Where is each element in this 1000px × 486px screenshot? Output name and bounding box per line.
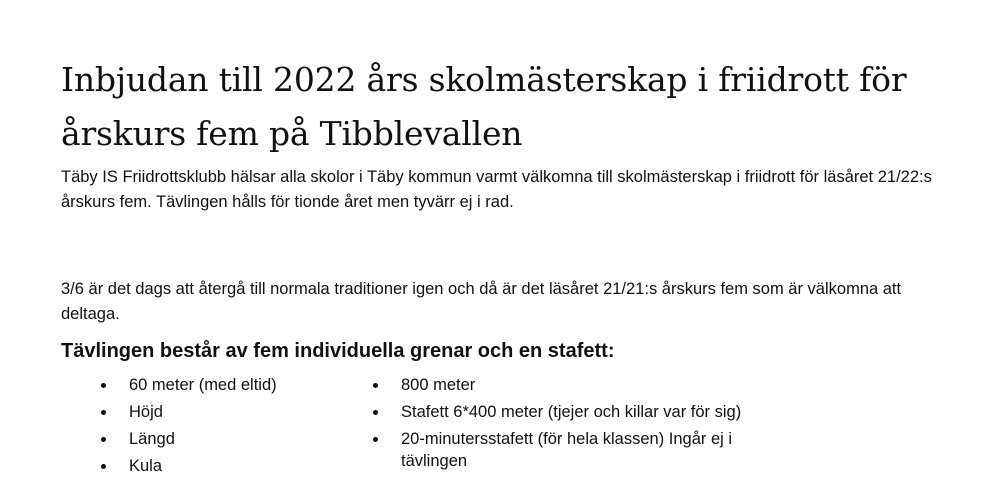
- list-item: [101, 401, 341, 423]
- bullet-icon: [101, 383, 106, 388]
- document-page: [61, 0, 961, 475]
- events-list-right: [373, 374, 773, 477]
- events-heading: Tävlingen består av fem individuella grenar och en stafett:: [61, 340, 615, 362]
- list-item: [101, 374, 341, 396]
- list-item: [101, 428, 341, 450]
- bullet-icon: [373, 410, 378, 415]
- list-item: [373, 428, 773, 472]
- bullet-icon: [101, 437, 106, 442]
- list-item: [373, 401, 773, 423]
- bullet-icon: [373, 437, 378, 442]
- event-label: 20-minutersstafett (för hela klassen) Ingår ej i tävlingen: [401, 430, 733, 470]
- event-label: 60 meter (med eltid): [129, 376, 277, 394]
- info-paragraph: 3/6 är det dags att återgå till normala traditioner igen och då är det läsåret 21/21:s årskurs fem som är välkomna att deltaga.: [61, 280, 902, 323]
- event-label: Stafett 6*400 meter (tjejer och killar var för sig): [401, 403, 742, 421]
- bullet-icon: [373, 383, 378, 388]
- event-label: 800 meter: [401, 376, 476, 394]
- list-item: [101, 455, 341, 477]
- intro-paragraph: Täby IS Friidrottsklubb hälsar alla skolor i Täby kommun varmt välkomna till skolmästerskap i friidrott för läsåret 21/22:s årskurs fem. Tävlingen hålls för tionde året men tyvärr ej i rad.: [61, 168, 932, 211]
- bullet-icon: [101, 410, 106, 415]
- event-label: Höjd: [129, 403, 163, 421]
- bullet-icon: [101, 464, 106, 469]
- event-label: Längd: [129, 430, 175, 448]
- events-list-left: [101, 374, 341, 482]
- document-title: Inbjudan till 2022 års skolmästerskap i friidrott för årskurs fem på Tibblevallen: [61, 60, 907, 153]
- list-item: [373, 374, 773, 396]
- event-label: Kula: [129, 457, 163, 475]
